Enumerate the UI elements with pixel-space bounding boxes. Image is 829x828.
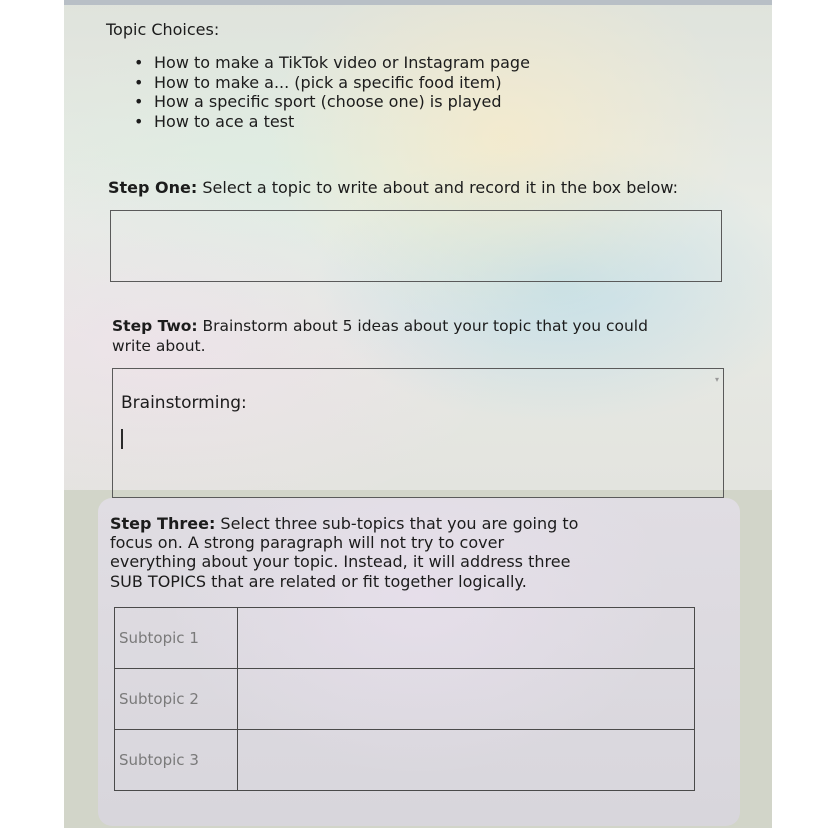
step-one-instruction xyxy=(108,178,678,197)
bullet-icon: • xyxy=(134,111,144,131)
step-three-text-line1: Select three sub-topics that you are going to xyxy=(215,514,579,533)
table-row xyxy=(115,730,695,791)
subtopic-2-label: Subtopic 2 xyxy=(115,669,238,730)
brainstorming-textarea[interactable] xyxy=(112,368,724,498)
worksheet-bottom-section xyxy=(98,498,740,826)
subtopic-table xyxy=(114,607,695,791)
step-three-text-line3: everything about your topic. Instead, it will address three xyxy=(110,552,571,571)
topic-list xyxy=(134,53,530,131)
step-two-text-line2: write about. xyxy=(112,337,206,355)
step-two-text-line1: Brainstorm about 5 ideas about your topic that you could xyxy=(197,317,648,335)
bullet-icon: • xyxy=(134,53,144,72)
worksheet-photo xyxy=(64,0,772,828)
bullet-icon: • xyxy=(134,92,144,111)
step-one-label: Step One: xyxy=(108,178,198,197)
step-one-text: Select a topic to write about and record it in the box below: xyxy=(197,178,679,197)
worksheet-top-section xyxy=(64,0,772,490)
table-row xyxy=(115,608,695,669)
step-three-text-line4: SUB TOPICS that are related or fit together logically. xyxy=(110,572,527,591)
subtopic-1-input[interactable] xyxy=(238,608,695,669)
step-three-instruction xyxy=(110,514,578,533)
list-item xyxy=(134,92,530,112)
subtopic-3-label: Subtopic 3 xyxy=(115,730,238,791)
step-two-instruction xyxy=(112,317,648,335)
table-row xyxy=(115,669,695,730)
topic-item-text: How a specific sport (choose one) is played xyxy=(154,92,502,111)
topic-item-text: How to make a... (pick a specific food item) xyxy=(154,72,502,92)
bullet-icon: • xyxy=(134,72,144,92)
text-cursor xyxy=(121,429,123,449)
list-item xyxy=(134,53,530,73)
topic-item-text: How to ace a test xyxy=(154,111,295,131)
subtopic-1-label: Subtopic 1 xyxy=(115,608,238,669)
topic-choices-heading: Topic Choices: xyxy=(106,20,220,39)
page-top-edge xyxy=(64,0,772,5)
subtopic-3-input[interactable] xyxy=(238,730,695,791)
step-three-text-line2: focus on. A strong paragraph will not try to cover xyxy=(110,533,505,552)
dropdown-corner-icon: ▾ xyxy=(714,375,719,384)
brainstorming-label: Brainstorming: xyxy=(121,393,247,413)
list-item xyxy=(134,73,530,93)
step-three-label: Step Three: xyxy=(110,514,216,533)
topic-item-text: How to make a TikTok video or Instagram page xyxy=(154,53,530,72)
step-two-label: Step Two: xyxy=(112,317,198,335)
list-item xyxy=(134,112,530,132)
topic-input-box[interactable] xyxy=(110,210,722,282)
subtopic-2-input[interactable] xyxy=(238,669,695,730)
